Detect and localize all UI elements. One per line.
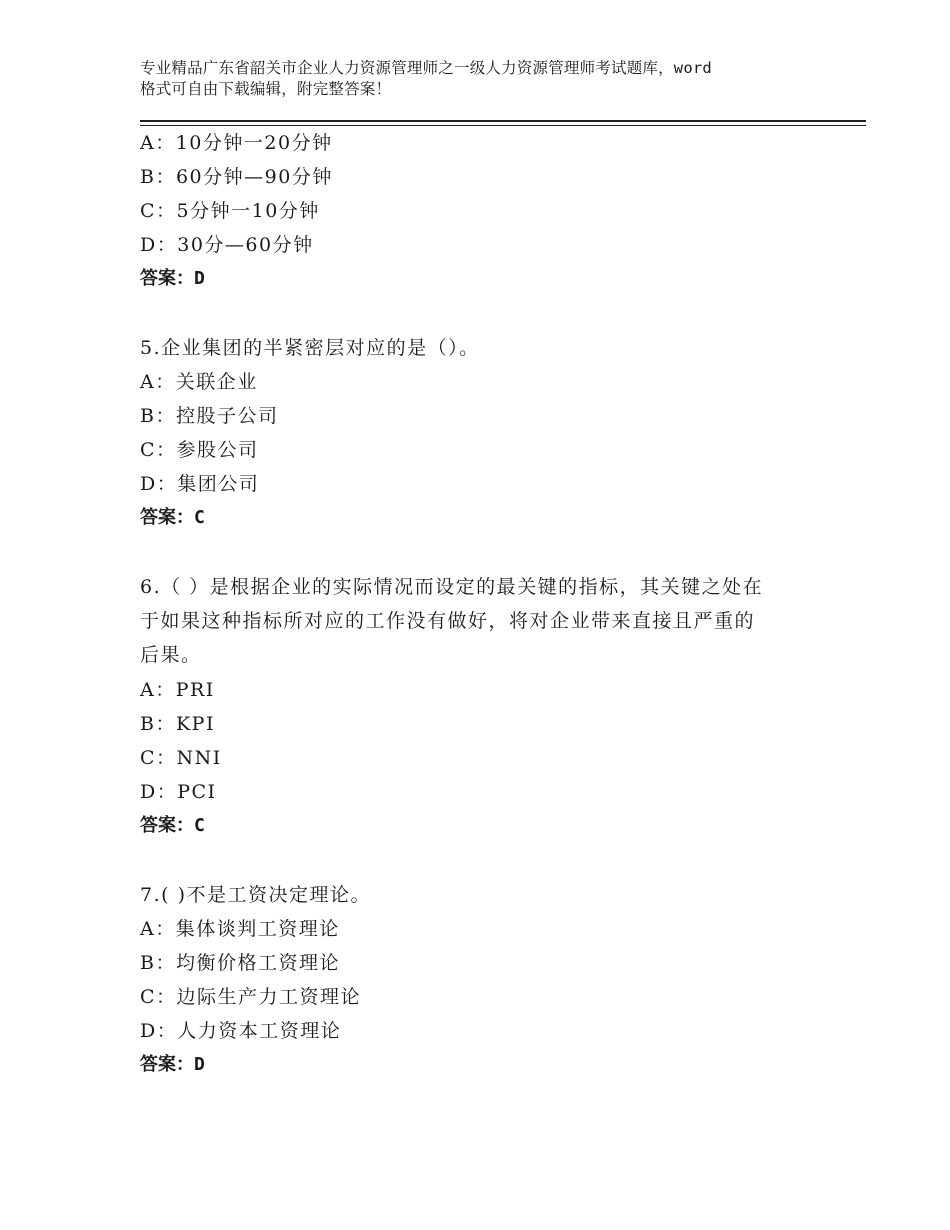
q7-option-c: C：边际生产力工资理论 xyxy=(140,986,362,1008)
q6-stem-line-2: 于如果这种指标所对应的工作没有做好，将对企业带来直接且严重的 xyxy=(140,610,756,632)
q4-option-b: B：60分钟—90分钟 xyxy=(140,166,333,188)
q6-option-c: C：NNI xyxy=(140,747,222,769)
q7-option-b: B：均衡价格工资理论 xyxy=(140,952,340,974)
q7-stem: 7.( )不是工资决定理论。 xyxy=(140,884,371,906)
q7-option-a: A：集体谈判工资理论 xyxy=(140,918,340,940)
q6-option-b: B：KPI xyxy=(140,713,215,735)
q4-option-d: D：30分—60分钟 xyxy=(140,234,314,256)
q5-option-d: D：集团公司 xyxy=(140,473,260,495)
q6-answer: 答案：C xyxy=(140,815,205,836)
q4-answer: 答案：D xyxy=(140,268,205,289)
q4-option-c: C：5分钟一10分钟 xyxy=(140,200,320,222)
q4-option-a: A：10分钟一20分钟 xyxy=(140,132,333,154)
q6-stem-line-1: 6.（ ）是根据企业的实际情况而设定的最关键的指标，其关键之处在 xyxy=(140,576,764,598)
header-line-1: 专业精品广东省韶关市企业人力资源管理师之一级人力资源管理师考试题库，word xyxy=(140,59,712,77)
q5-answer: 答案：C xyxy=(140,507,205,528)
q5-stem: 5.企业集团的半紧密层对应的是（）。 xyxy=(140,337,480,359)
q5-option-b: B：控股子公司 xyxy=(140,405,279,427)
q6-stem-line-3: 后果。 xyxy=(140,644,202,666)
header-rule-thin xyxy=(140,125,866,126)
q6-option-d: D：PCI xyxy=(140,781,217,803)
q5-option-a: A：关联企业 xyxy=(140,371,258,393)
header-rule-thick xyxy=(140,120,866,122)
q7-option-d: D：人力资本工资理论 xyxy=(140,1020,342,1042)
q6-option-a: A：PRI xyxy=(140,679,215,701)
q7-answer: 答案：D xyxy=(140,1054,205,1075)
q5-option-c: C：参股公司 xyxy=(140,439,259,461)
document-header xyxy=(140,58,830,100)
header-line-2: 格式可自由下载编辑，附完整答案！ xyxy=(140,80,392,98)
